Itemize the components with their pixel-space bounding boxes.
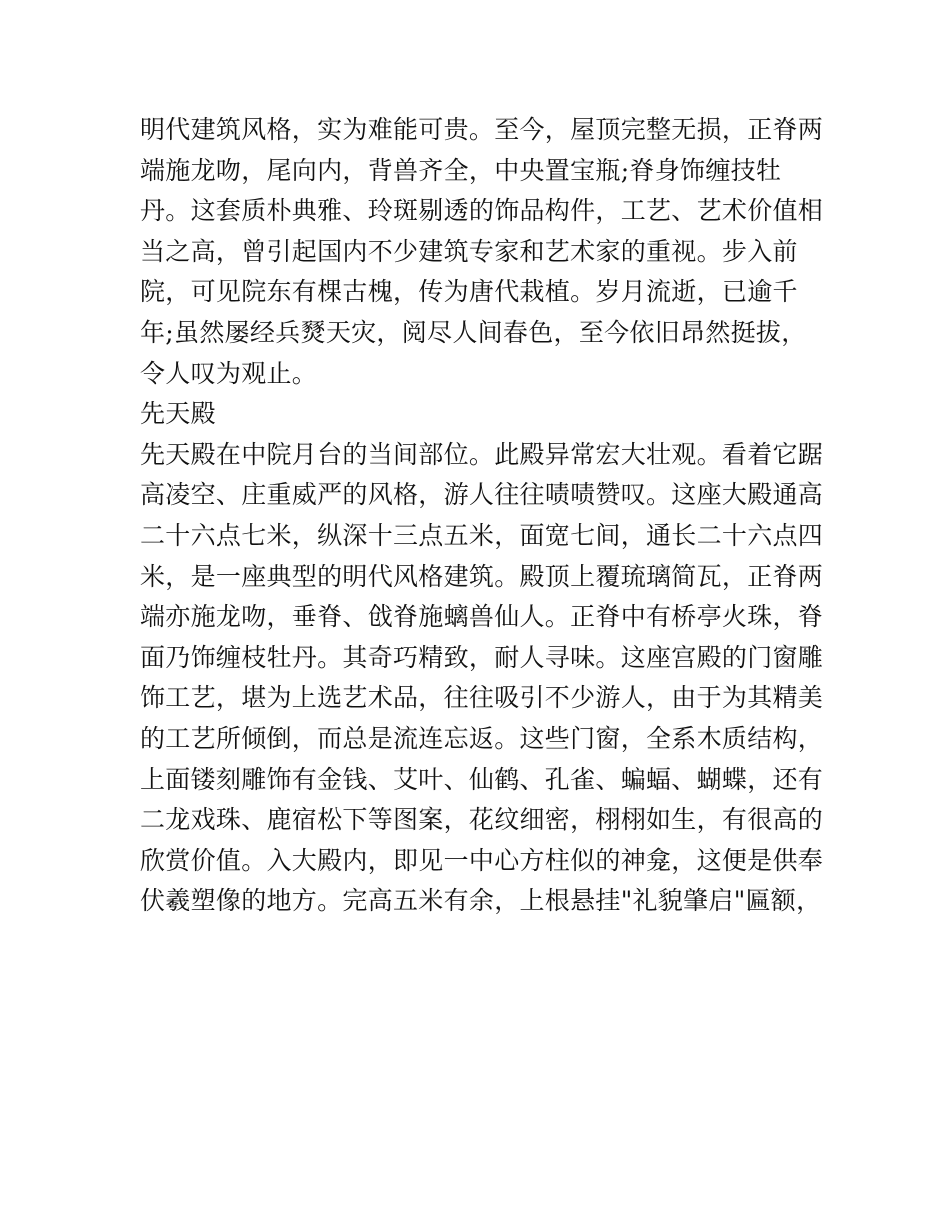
text-line: 年;虽然屡经兵燹天灾，阅尽人间春色，至今依旧昂然挺拔，	[140, 317, 807, 347]
text-line: 端施龙吻，尾向内，背兽齐全，中央置宝瓶;脊身饰缠技牡	[140, 155, 782, 185]
text-line: 上面镂刻雕饰有金钱、艾叶、仙鹤、孔雀、蝙蝠、蝴蝶，还有	[140, 764, 824, 794]
text-line: 的工艺所倾倒，而总是流连忘返。这些门窗，全系木质结构，	[140, 723, 824, 753]
text-line: 米，是一座典型的明代风格建筑。殿顶上覆琉璃简瓦，正脊两	[140, 561, 824, 591]
text-line: 高凌空、庄重威严的风格，游人往往啧啧赞叹。这座大殿通高	[140, 480, 824, 510]
text-line: 二龙戏珠、鹿宿松下等图案，花纹细密，栩栩如生，有很高的	[140, 805, 824, 835]
text-line: 丹。这套质朴典雅、玲斑剔透的饰品构件，工艺、艺术价值相	[140, 196, 824, 226]
text-line: 二十六点七米，纵深十三点五米，面宽七间，通长二十六点四	[140, 520, 824, 550]
text-line: 令人叹为观止。	[140, 358, 318, 388]
text-line: 端亦施龙吻，垂脊、戗脊施螭兽仙人。正脊中有桥亭火珠，脊	[140, 602, 824, 632]
text-line: 先天殿在中院月台的当间部位。此殿异常宏大壮观。看着它踞	[140, 439, 824, 469]
text-line: 伏羲塑像的地方。完高五米有余，上根悬挂"礼貌肇启"匾额，	[140, 886, 822, 916]
text-line: 当之高，曾引起国内不少建筑专家和艺术家的重视。步入前	[140, 236, 798, 266]
body-text	[140, 110, 824, 922]
text-line: 面乃饰缠枝牡丹。其奇巧精致，耐人寻味。这座宫殿的门窗雕	[140, 642, 824, 672]
text-line: 院，可见院东有棵古槐，传为唐代栽植。岁月流逝，已逾千	[140, 277, 798, 307]
text-line: 明代建筑风格，实为难能可贵。至今，屋顶完整无损，正脊两	[140, 115, 824, 144]
section-heading: 先天殿	[140, 399, 216, 429]
text-line: 饰工艺，堪为上选艺术品，往往吸引不少游人，由于为其精美	[140, 683, 824, 713]
text-line: 欣赏价值。入大殿内，即见一中心方柱似的神龛，这便是供奉	[140, 845, 824, 875]
